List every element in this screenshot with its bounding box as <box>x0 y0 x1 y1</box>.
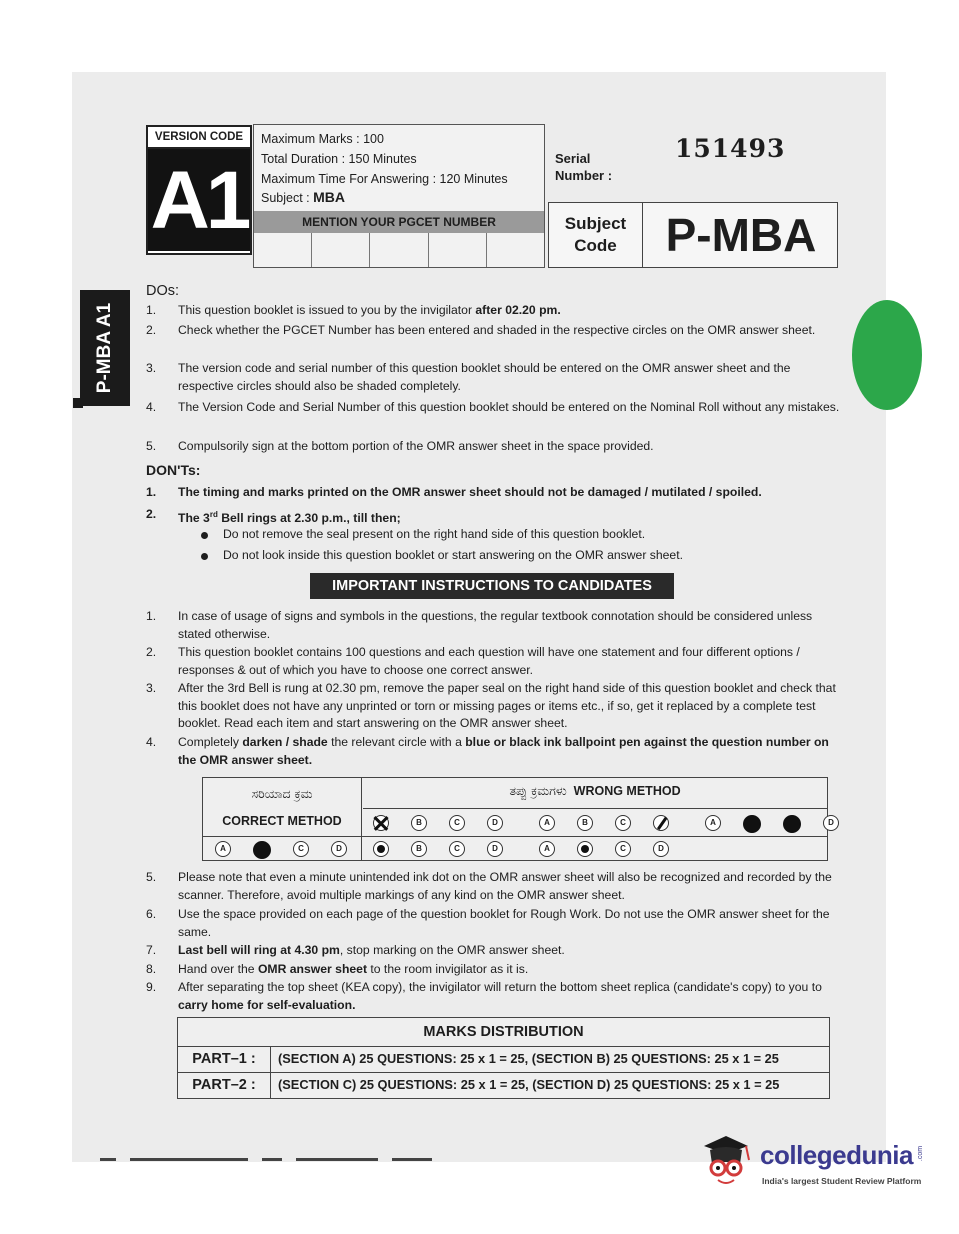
item-text: This question booklet contains 100 questions and each question will have one statement and four different options / responses & out of which you have to choose one correct answer. <box>178 645 800 677</box>
wrong-method-label: WRONG METHOD <box>573 784 681 798</box>
mascot-icon <box>700 1134 752 1190</box>
marks-distribution-title: MARKS DISTRIBUTION <box>178 1018 829 1047</box>
item-text-part: Bell rings at 2.30 p.m., till then; <box>217 511 401 526</box>
bubble-partial-dot <box>577 841 593 857</box>
part-detail: (SECTION A) 25 QUESTIONS: 25 x 1 = 25, (SECTION B) 25 QUESTIONS: 25 x 1 = 25 <box>278 1051 779 1066</box>
item-number: 5. <box>146 439 157 453</box>
item-text <box>178 302 840 320</box>
bubble-d: D <box>487 815 503 831</box>
pgcet-digit-cell <box>370 233 428 267</box>
bubble-d: D <box>331 841 347 857</box>
bullet-text: Do not look inside this question booklet or start answering on the OMR answer sheet. <box>223 548 683 562</box>
bubble-partial-dot <box>373 841 389 857</box>
item-text: Please note that even a minute unintended ink dot on the OMR answer sheet will also be recognized and recorded by the scanner. Therefore, avoid multiple markings of any kind on the OMR answer sheet. <box>178 870 832 902</box>
item-number: 2. <box>146 323 157 337</box>
footer-dash <box>262 1158 282 1161</box>
item-number: 4. <box>146 735 157 749</box>
item-text-part: Hand over the <box>178 962 258 976</box>
bubble-a: A <box>539 841 555 857</box>
item-text <box>178 506 840 528</box>
bubble-b: B <box>411 815 427 831</box>
item-text-part: After separating the top sheet (KEA copy), the invigilator will return the bottom sheet replica (candidate's copy) to you to <box>178 980 822 994</box>
bubble-d: D <box>487 841 503 857</box>
bubble-d: D <box>653 841 669 857</box>
item-text: The timing and marks printed on the OMR answer sheet should not be damaged / mutilated / spoiled. <box>178 485 762 499</box>
item-text-part: , stop marking on the OMR answer sheet. <box>339 943 565 957</box>
wrong-bubble-row-2 <box>373 841 691 857</box>
item-number: 8. <box>146 962 157 976</box>
total-duration: Total Duration : 150 Minutes <box>261 152 417 166</box>
bubble-c: C <box>615 815 631 831</box>
part-detail: (SECTION C) 25 QUESTIONS: 25 x 1 = 25, (SECTION D) 25 QUESTIONS: 25 x 1 = 25 <box>278 1077 780 1092</box>
wrong-bubble-row-1 <box>373 815 861 833</box>
footer-dash <box>392 1158 432 1161</box>
serial-number-label <box>555 150 612 184</box>
item-number: 6. <box>146 907 157 921</box>
marks-row <box>178 1046 829 1073</box>
bubble-a: A <box>539 815 555 831</box>
item-text <box>178 979 840 1014</box>
collegedunia-logo[interactable] <box>700 1128 930 1198</box>
serial-label-line-2: Number : <box>555 168 613 183</box>
subject-code: P-MBA <box>665 209 817 261</box>
item-text: Check whether the PGCET Number has been entered and shaded in the respective circles on the OMR answer sheet. <box>178 323 816 337</box>
method-row-divider <box>203 836 827 837</box>
subject-prefix: Subject : <box>261 191 314 205</box>
item-text: The version code and serial number of this question booklet should be entered on the OMR answer sheet and the respective circles should also be shaded completely. <box>178 361 791 393</box>
item-text-part: to the room invigilator as it is. <box>367 962 529 976</box>
max-marks: Maximum Marks : 100 <box>261 132 384 146</box>
pgcet-digit-cell <box>254 233 312 267</box>
correct-bubble-row <box>215 841 369 859</box>
pgcet-digit-cell <box>429 233 487 267</box>
item-text-bold: OMR answer sheet <box>257 962 367 976</box>
instructions-banner: IMPORTANT INSTRUCTIONS TO CANDIDATES <box>310 573 674 599</box>
item-text: After the 3rd Bell is rung at 02.30 pm, remove the paper seal on the right hand side of this question booklet and check that this booklet does not have any unprinted or torn or missing pages or items etc., if so, get it replaced by a complete test booklet. Read each item and start answering on the OMR answer sheet. <box>178 681 836 730</box>
footer-dash <box>100 1158 116 1161</box>
item-number: 9. <box>146 980 157 994</box>
footer-dash <box>296 1158 378 1161</box>
marking-method-table <box>202 777 834 861</box>
item-text-bold: Last bell will ring at 4.30 pm <box>178 943 340 957</box>
item-number: 3. <box>146 361 157 375</box>
item-text-bold: carry home for self-evaluation. <box>178 997 356 1012</box>
marks-distribution-table <box>177 1017 830 1099</box>
subject-code-label <box>549 203 643 267</box>
subject-value: MBA <box>313 189 346 205</box>
item-number: 1. <box>146 303 157 317</box>
subject-line <box>261 189 345 205</box>
item-text-bold: blue or black ink ballpoint pen against the question number on the OMR answer sheet. <box>178 735 829 767</box>
pgcet-number-cells <box>254 233 544 267</box>
subject-code-label-line-2: Code <box>574 236 617 255</box>
footer-dash <box>130 1158 248 1161</box>
bubble-crossed <box>373 815 389 831</box>
wrong-method-header <box>363 778 827 809</box>
side-version-tab <box>80 290 130 406</box>
item-text-bold: after 02.20 pm. <box>475 303 561 317</box>
correct-method-label: CORRECT METHOD <box>222 814 342 828</box>
part-label: PART–2 : <box>178 1072 271 1098</box>
logo-dotcom: .com <box>917 1145 925 1162</box>
item-number: 2. <box>146 507 157 521</box>
item-number: 1. <box>146 609 157 623</box>
bubble-c: C <box>615 841 631 857</box>
bubble-filled <box>783 815 801 833</box>
bubble-c: C <box>293 841 309 857</box>
version-code-label: VERSION CODE <box>148 127 250 149</box>
item-text-part: Completely <box>178 735 243 749</box>
bubble-a: A <box>215 841 231 857</box>
bubble-b-filled <box>253 841 271 859</box>
pgcet-digit-cell <box>487 233 544 267</box>
part-label: PART–1 : <box>178 1046 271 1072</box>
wrong-method-kannada: ತಪ್ಪು ಕ್ರಮಗಳು <box>509 783 567 798</box>
item-number: 1. <box>146 485 157 499</box>
max-answer-time: Maximum Time For Answering : 120 Minutes <box>261 172 508 186</box>
item-text: The Version Code and Serial Number of this question booklet should be entered on the Nominal Roll without any mistakes. <box>178 400 840 414</box>
green-seal-mark <box>852 300 922 410</box>
item-text <box>178 942 840 960</box>
item-number: 4. <box>146 400 157 414</box>
item-text-part: the relevant circle with a <box>327 735 466 749</box>
bubble-b: B <box>577 815 593 831</box>
subject-code-box <box>548 202 838 268</box>
side-tab-notch <box>73 398 83 408</box>
item-text: Use the space provided on each page of the question booklet for Rough Work. Do not use the OMR answer sheet for the same. <box>178 907 830 939</box>
item-text <box>178 734 840 769</box>
item-number: 5. <box>146 870 157 884</box>
serial-label-line-1: Serial <box>555 151 591 166</box>
item-text: In case of usage of signs and symbols in the questions, the regular textbook connotation should be considered unless stated otherwise. <box>178 609 813 641</box>
logo-tagline: India's largest Student Review Platform <box>762 1176 922 1186</box>
item-text-bold: darken / shade <box>242 735 328 749</box>
item-number: 3. <box>146 681 157 695</box>
item-text-part: The 3 <box>178 511 210 526</box>
item-number: 7. <box>146 943 157 957</box>
bubble-slashed <box>653 815 669 831</box>
version-code-box <box>146 125 252 255</box>
correct-method-kannada: ಸರಿಯಾದ ಕ್ರಮ <box>251 786 313 801</box>
bubble-d: D <box>823 815 839 831</box>
logo-wordmark: collegedunia <box>760 1140 913 1170</box>
item-text-part: This question booklet is issued to you by the invigilator <box>178 303 476 317</box>
item-text-sup: rd <box>209 510 218 519</box>
item-text <box>178 961 840 979</box>
pgcet-number-label: MENTION YOUR PGCET NUMBER <box>254 211 544 233</box>
bubble-b: B <box>411 841 427 857</box>
bubble-filled <box>743 815 761 833</box>
bubble-a: A <box>705 815 721 831</box>
serial-number: 151493 <box>675 134 786 163</box>
version-code: A1 <box>148 149 250 251</box>
side-tab-label: P-MBA A1 <box>94 302 115 394</box>
exam-info-box <box>253 124 545 268</box>
marks-row <box>178 1072 829 1098</box>
bullet-text: Do not remove the seal present on the right hand side of this question booklet. <box>223 527 646 541</box>
item-number: 2. <box>146 645 157 659</box>
item-text: Compulsorily sign at the bottom portion of the OMR answer sheet in the space provided. <box>178 439 654 453</box>
bubble-c: C <box>449 815 465 831</box>
subject-code-label-line-1: Subject <box>564 214 627 233</box>
donts-heading: DON'Ts: <box>146 462 201 478</box>
pgcet-digit-cell <box>312 233 370 267</box>
dos-heading: DOs: <box>146 283 180 299</box>
bubble-c: C <box>449 841 465 857</box>
